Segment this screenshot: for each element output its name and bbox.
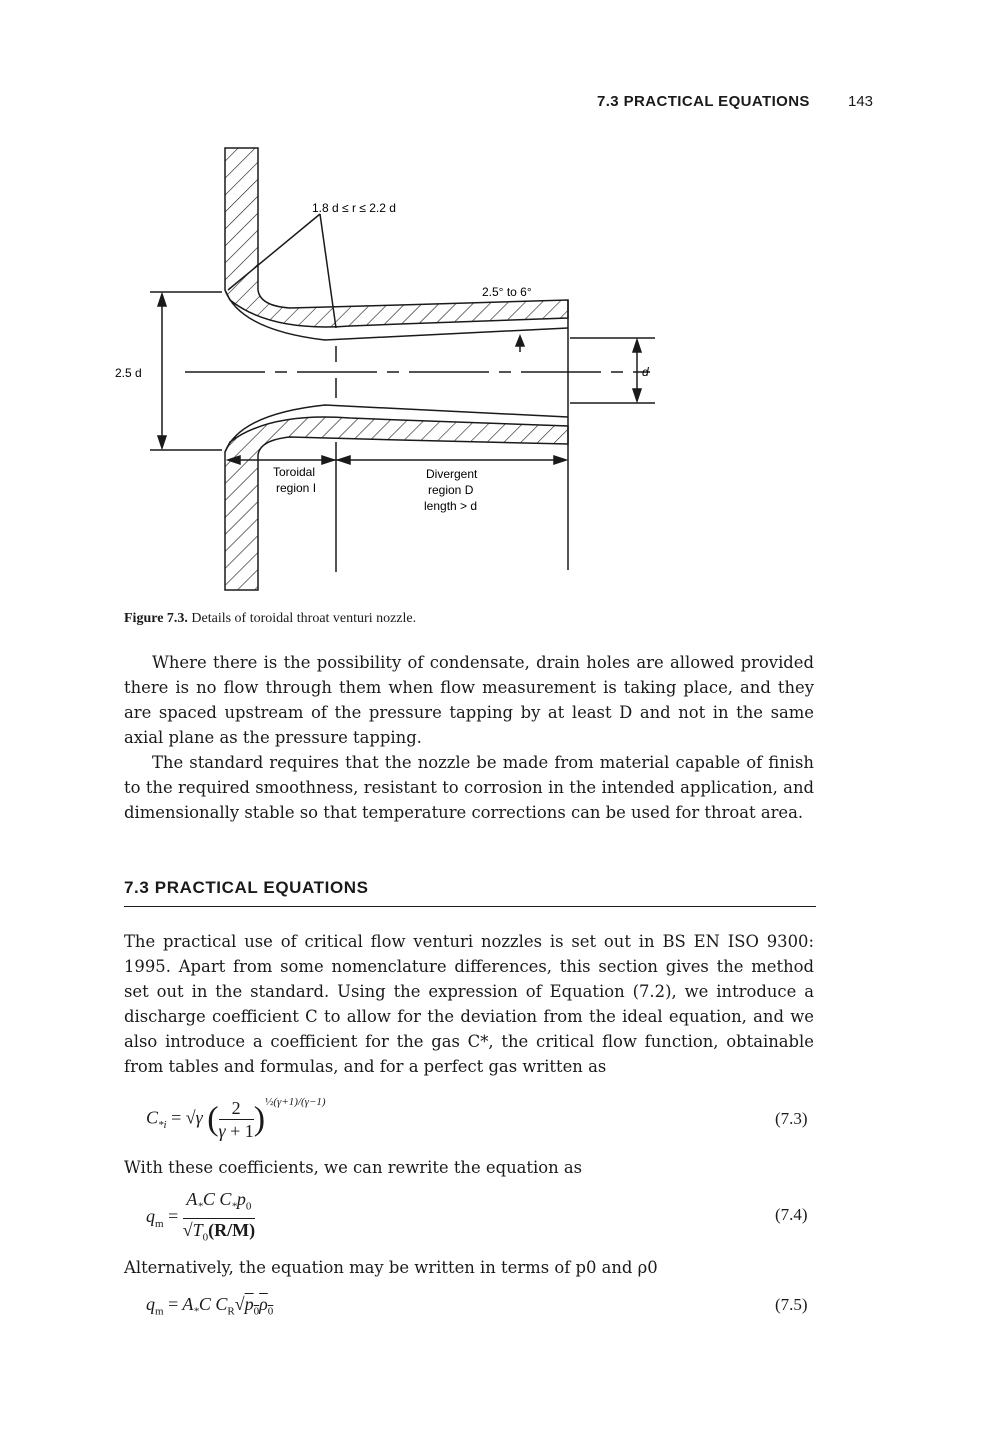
figure-caption (124, 611, 416, 627)
upper-wall (225, 148, 568, 327)
intro-paragraphs (124, 650, 814, 825)
section-rule (124, 906, 816, 907)
radius-label: 1.8 d ≤ r ≤ 2.2 d (312, 201, 396, 215)
running-header: 7.3 PRACTICAL EQUATIONS (597, 93, 810, 110)
text-between-2-content: Alternatively, the equation may be written in terms of p0 and ρ0 (124, 1258, 658, 1277)
equation-number-7-4: (7.4) (775, 1205, 808, 1224)
divergent-label-line3: length > d (424, 499, 478, 513)
angle-label: 2.5° to 6° (482, 285, 532, 299)
figure-caption-text: Details of toroidal throat venturi nozzle. (191, 611, 417, 626)
text-between-1 (124, 1155, 814, 1180)
equation-7-4: $q_m$ = $\frac{A_*C C_*p_0}{√T_0(R/M)}$ (146, 1189, 256, 1244)
section-heading: 7.3 PRACTICAL EQUATIONS (124, 878, 369, 897)
equation-7-5: $q_m = A_*C$ $C_R√p_0\rho_0$ (146, 1294, 274, 1318)
paragraph-condensate: Where there is the possibility of condensate, drain holes are allowed provided there is no flow through them when flow measurement is taking place, and they are spaced upstream of the pressure tapping by at least D and not in the same axial plane as the pressure tapping. (124, 653, 814, 747)
text-between-2 (124, 1255, 814, 1280)
inlet-diameter-label: 2.5 d (115, 366, 142, 380)
equation-number-7-3: (7.3) (775, 1109, 808, 1128)
toroidal-label-line2: region I (276, 481, 317, 495)
throat-diameter-label: d (642, 365, 649, 379)
equation-7-3: $C_{*i} = √\gamma$ ( $\frac{2}{\gamma + 1}$ )$^{\frac{1}{2}(\gamma+1)/(\gamma-1)}$ (146, 1095, 326, 1141)
toroidal-label-line1: Toroidal (273, 465, 316, 479)
section-body (124, 929, 814, 1079)
text-between-1-content: With these coefficients, we can rewrite the equation as (124, 1158, 583, 1177)
divergent-label-line1: Divergent (426, 467, 478, 481)
venturi-nozzle-diagram (110, 140, 670, 600)
divergent-label-line2: region D (428, 483, 474, 497)
paragraph-material: The standard requires that the nozzle be made from material capable of finish to the required smoothness, resistant to corrosion in the intended application, and dimensionally stable so that temperature corrections can be used for throat area. (124, 753, 814, 822)
figure-caption-label: Figure 7.3. (124, 611, 188, 626)
lower-wall (225, 417, 568, 590)
paragraph-practical-use: The practical use of critical flow venturi nozzles is set out in BS EN ISO 9300: 1995. Apart from some nomenclature differences, this section gives the method set out in the standard. Using the expression of Equation (7.2), we introduce a discharge coefficient C to allow for the deviation from the ideal equation, and we also introduce a coefficient for the gas C*, the critical flow function, obtainable from tables and formulas, and for a perfect gas written as (124, 932, 814, 1076)
page-number: 143 (848, 93, 874, 110)
equation-number-7-5: (7.5) (775, 1295, 808, 1314)
